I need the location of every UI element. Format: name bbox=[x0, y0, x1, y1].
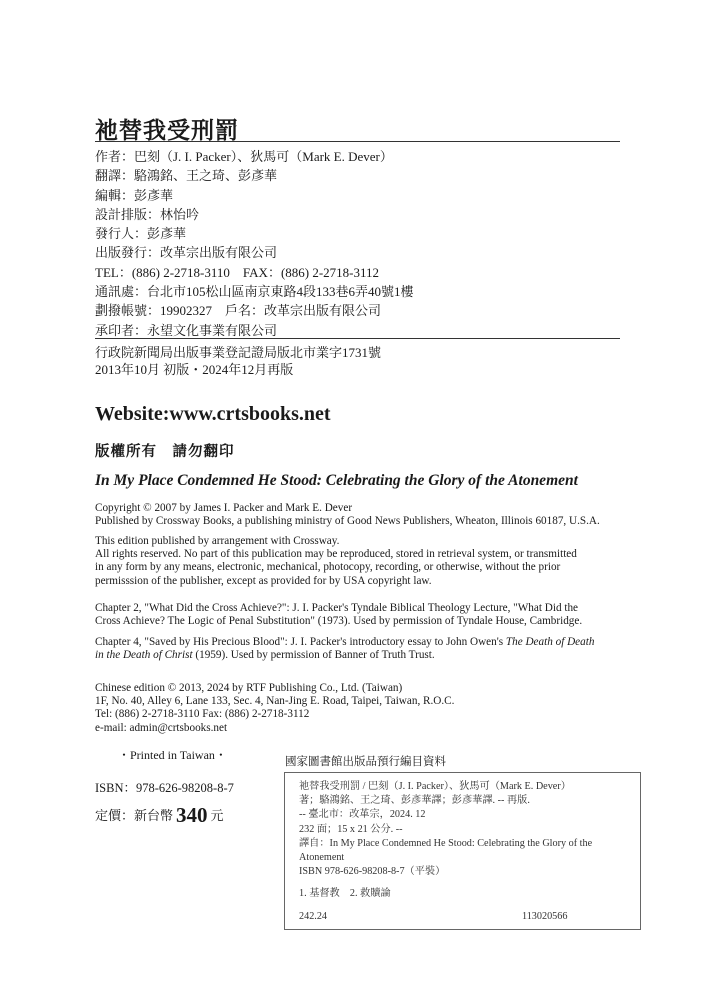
cip-record-number: 113020566 bbox=[522, 911, 568, 922]
copyright-block bbox=[95, 502, 623, 528]
license-registration: 行政院新聞局出版事業登記證局版北市業字1731號 bbox=[95, 345, 382, 360]
chapter4-text: Chapter 4, "Saved by His Precious Blood": J. I. Packer's introductory essay to John Owen's bbox=[95, 636, 506, 648]
cip-line: 著；駱鴻銘、王之琦、彭彥華譯；彭彥華譯. -- 再版. bbox=[299, 795, 530, 807]
cip-line: 232 面；15 x 21 公分. -- bbox=[299, 823, 403, 835]
chapter4-text: (1959). Used by permission of Banner of Truth Trust. bbox=[192, 649, 435, 662]
chapter4-line-1 bbox=[95, 636, 623, 649]
chapter2-line: Cross Achieve? The Logic of Penal Substitution" (1973). Used by permission of Tyndale House, Cambridge. bbox=[95, 615, 583, 628]
contact-line: Tel: (886) 2-2718-3110 Fax: (886) 2-2718-3112 bbox=[95, 708, 310, 721]
edition-history: 2013年10月 初版・2024年12月再版 bbox=[95, 362, 294, 377]
rights-line: permisssion of the publisher, except as provided for by USA copyright law. bbox=[95, 574, 432, 587]
chapter4-credit bbox=[95, 636, 623, 662]
copyright-line: Copyright © 2007 by James I. Packer and Mark E. Dever bbox=[95, 502, 353, 514]
credit-author: 作者：巴刻（J. I. Packer）、狄馬可（Mark E. Dever） bbox=[95, 149, 393, 164]
cip-label: 國家圖書館出版品預行編目資料 bbox=[285, 754, 446, 768]
price-unit: 元 bbox=[210, 808, 224, 823]
cip-line: -- 臺北市：改革宗，2024. 12 bbox=[299, 809, 426, 821]
cip-line bbox=[299, 879, 640, 887]
cip-line: Atonement bbox=[299, 852, 345, 864]
email-line: e-mail: admin@crtsbooks.net bbox=[95, 721, 228, 734]
rights-notice: 版權所有 請勿翻印 bbox=[95, 444, 235, 460]
credit-designer: 設計排版：林怡吟 bbox=[95, 206, 200, 222]
cip-record-box bbox=[284, 772, 641, 930]
cip-subjects: 1. 基督教 2. 救贖論 bbox=[299, 888, 391, 900]
printed-in-taiwan: ・Printed in Taiwan・ bbox=[118, 748, 227, 762]
address-line: 1F, No. 40, Alley 6, Lane 133, Sec. 4, Nan-Jing E. Road, Taipei, Taiwan, R.O.C. bbox=[95, 695, 455, 708]
credits-block bbox=[95, 147, 414, 340]
cip-class-number: 242.24 bbox=[299, 911, 328, 922]
rights-line: All rights reserved. No part of this publication may be reproduced, stored in retrieval system, or transmitted bbox=[95, 548, 577, 561]
credit-editor: 編輯：彭彥華 bbox=[95, 187, 174, 203]
credit-phone-fax: TEL：(886) 2-2718-3110 FAX：(886) 2-2718-3112 bbox=[95, 264, 380, 280]
arrangement-line: This edition published by arrangement with Crossway. bbox=[95, 535, 340, 547]
arrangement-block bbox=[95, 535, 623, 588]
license-block bbox=[95, 344, 381, 378]
rights-line: in any form by any means, electronic, mechanical, photocopy, recording, or otherwise, without the prior bbox=[95, 561, 561, 574]
chapter4-line-2 bbox=[95, 649, 623, 662]
cip-line: 譯自：In My Place Condemned He Stood: Celebrating the Glory of the bbox=[299, 837, 593, 849]
credit-translators: 翻譯：駱鴻銘、王之琦、彭彥華 bbox=[95, 168, 278, 184]
credit-publisher: 出版發行：改革宗出版有限公司 bbox=[95, 245, 278, 261]
chinese-edition-line: Chinese edition © 2013, 2024 by RTF Publishing Co., Ltd. (Taiwan) bbox=[95, 682, 403, 694]
credit-printer: 承印者：永望文化事業有限公司 bbox=[95, 322, 278, 338]
credit-postal-account: 劃撥帳號：19902327 戶名：改革宗出版有限公司 bbox=[95, 303, 382, 319]
price-amount: 340 bbox=[176, 803, 208, 827]
website-link[interactable]: Website:www.crtsbooks.net bbox=[95, 403, 331, 425]
chapter2-line: Chapter 2, "What Did the Cross Achieve?": J. I. Packer's Tyndale Biblical Theology Lecture, "What Did the bbox=[95, 602, 579, 614]
book-title: 祂替我受刑罰 bbox=[95, 118, 239, 143]
chapter2-credit bbox=[95, 602, 623, 628]
price bbox=[95, 803, 224, 828]
title-divider bbox=[95, 141, 620, 142]
isbn: ISBN：978-626-98208-8-7 bbox=[95, 781, 234, 795]
credits-divider bbox=[95, 338, 620, 339]
chinese-edition-block bbox=[95, 682, 623, 735]
cip-line: ISBN 978-626-98208-8-7（平裝） bbox=[299, 866, 446, 878]
chapter4-book-title: in the Death of Christ bbox=[95, 649, 193, 662]
chapter4-book-title: The Death of Death bbox=[505, 636, 595, 648]
price-prefix: 定價：新台幣 bbox=[95, 808, 174, 823]
credit-publisher-person: 發行人：彭彥華 bbox=[95, 226, 187, 242]
cip-line: 祂替我受刑罰 / 巴刻（J. I. Packer）、狄馬可（Mark E. Dever） bbox=[299, 781, 571, 792]
english-title: In My Place Condemned He Stood: Celebrating the Glory of the Atonement bbox=[95, 472, 578, 489]
publisher-line: Published by Crossway Books, a publishing ministry of Good News Publishers, Wheaton, Illinois 60187, U.S.A. bbox=[95, 515, 600, 528]
credit-address: 通訊處：台北市105松山區南京東路4段133巷6弄40號1樓 bbox=[95, 284, 414, 300]
